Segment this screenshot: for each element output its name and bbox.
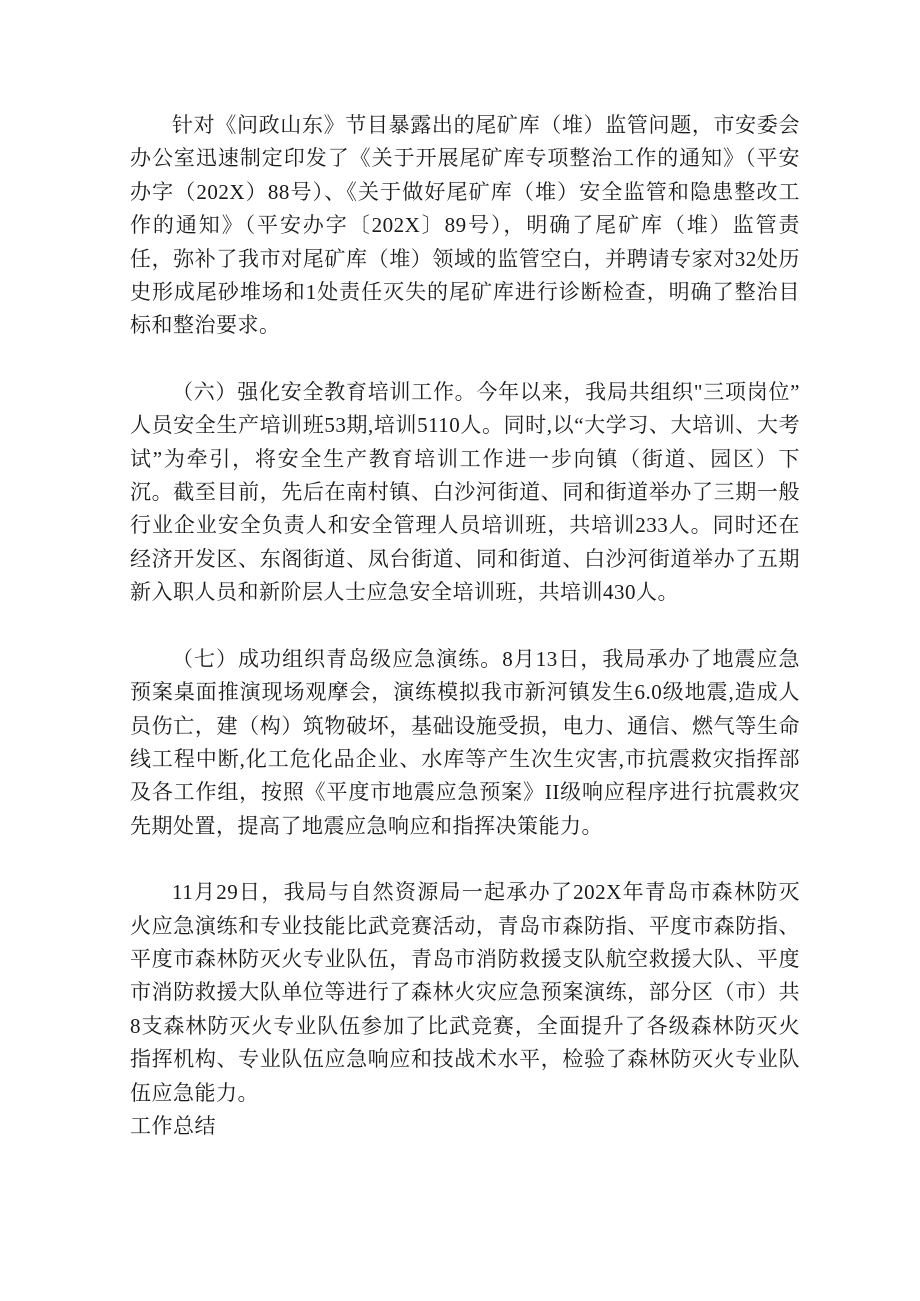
paragraph-safety-education-training: （六）强化安全教育培训工作。今年以来，我局共组织"三项岗位”人员安全生产培训班53期,培训5110人。同时,以“大学习、大培训、大考试”为牵引，将安全生产教育培训工作进一步向镇（街道、园区）下沉。截至目前，先后在南村镇、白沙河街道、同和街道举办了三期一般行业企业安全负责人和安全管理人员培训班，共培训233人。同时还在经济开发区、东阁街道、凤台街道、同和街道、白沙河街道举办了五期新入职人员和新阶层人士应急安全培训班，共培训430人。 [130, 379, 800, 605]
paragraph-forest-fire-drill: 11月29日，我局与自然资源局一起承办了202X年青岛市森林防灭火应急演练和专业技能比武竞赛活动，青岛市森防指、平度市森防指、平度市森林防灭火专业队伍，青岛市消防救援支队航空救援大队、平度市消防救援大队单位等进行了森林火灾应急预案演练，部分区（市）共8支森林防灭火专业队伍参加了比武竞赛，全面提升了各级森林防灭火指挥机构、专业队伍应急响应和技战术水平，检验了森林防灭火专业队伍应急能力。 [130, 880, 800, 1105]
paragraph-tailings-pond-regulation: 针对《问政山东》节目暴露出的尾矿库（堆）监管问题，市安委会办公室迅速制定印发了《关于开展尾矿库专项整治工作的通知》（平安办字（202X）88号）、《关于做好尾矿库（堆）安全监管和隐患整改工作的通知》（平安办字〔202X〕89号），明确了尾矿库（堆）监管责任，弥补了我市对尾矿库（堆）领域的监管空白，并聘请专家对32处历史形成尾砂堆场和1处责任灭失的尾矿库进行诊断检查，明确了整治目标和整治要求。 [130, 113, 800, 338]
work-summary-label: 工作总结 [130, 1113, 216, 1138]
paragraph-qingdao-emergency-drill: （七）成功组织青岛级应急演练。8月13日，我局承办了地震应急预案桌面推演现场观摩会，演练模拟我市新河镇发生6.0级地震,造成人员伤亡，建（构）筑物破坏，基础设施受损，电力、通信、燃气等生命线工程中断,化工危化品企业、水库等产生次生灾害,市抗震救灾指挥部及各工作组，按照《平度市地震应急预案》II级响应程序进行抗震救灾先期处置，提高了地震应急响应和指挥决策能力。 [130, 646, 800, 838]
